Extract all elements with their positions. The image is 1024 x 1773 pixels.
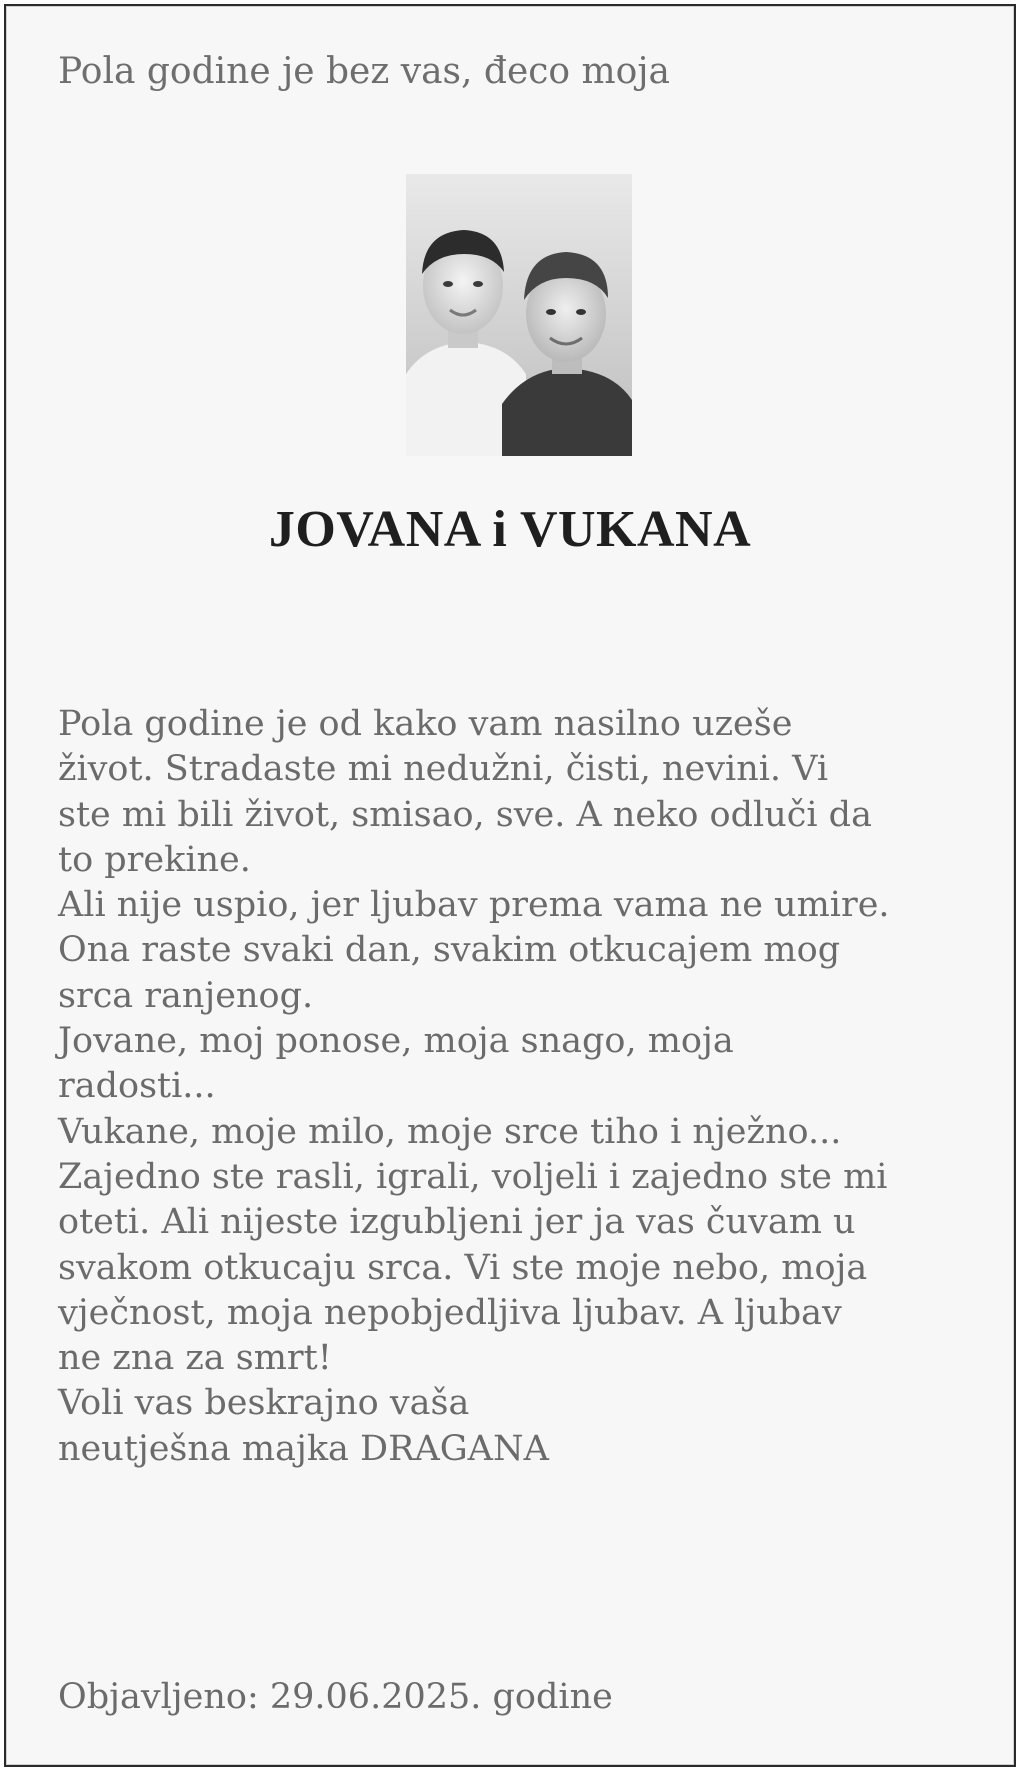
signature-line: Voli vas beskrajno vaša xyxy=(58,1383,470,1424)
message-line: Ali nije uspio, jer ljubav prema vama ne umire. xyxy=(58,885,890,926)
message-line: vječnost, moja nepobjedljiva ljubav. A ljubav xyxy=(58,1292,842,1333)
message-line: oteti. Ali nijeste izgubljeni jer ja vas čuvam u xyxy=(58,1202,856,1243)
message-line: ne zna za smrt! xyxy=(58,1338,332,1379)
signature-line: neutješna majka DRAGANA xyxy=(58,1428,549,1469)
message-line: Pola godine je od kako vam nasilno uzeše xyxy=(58,704,793,744)
message-line: Jovane, moj ponose, moja snago, moja xyxy=(58,1021,734,1062)
portrait-photo xyxy=(406,174,632,456)
published-date: Objavljeno: 29.06.2025. godine xyxy=(58,1677,613,1717)
message-line: život. Stradaste mi nedužni, čisti, nevini. Vi xyxy=(58,749,829,790)
message-line: Ona raste svaki dan, svakim otkucajem mog xyxy=(58,930,841,971)
header-line: Pola godine je bez vas, đeco moja xyxy=(58,51,670,92)
message-line: radosti... xyxy=(58,1066,216,1107)
obituary-card xyxy=(4,4,1016,1767)
message-line: to prekine. xyxy=(58,839,251,880)
message-line: Vukane, moje milo, moje srce tiho i nježno... xyxy=(58,1111,842,1152)
message-line: ste mi bili život, smisao, sve. A neko odluči da xyxy=(58,794,872,835)
deceased-names: JOVANA i VUKANA xyxy=(268,501,752,558)
message-line: svakom otkucaju srca. Vi ste moje nebo, moja xyxy=(58,1247,868,1288)
portrait-photo-icon xyxy=(406,174,632,456)
message-line: srca ranjenog. xyxy=(58,975,314,1016)
message-line: Zajedno ste rasli, igrali, voljeli i zajedno ste mi xyxy=(58,1156,888,1197)
message-text xyxy=(58,702,988,1472)
